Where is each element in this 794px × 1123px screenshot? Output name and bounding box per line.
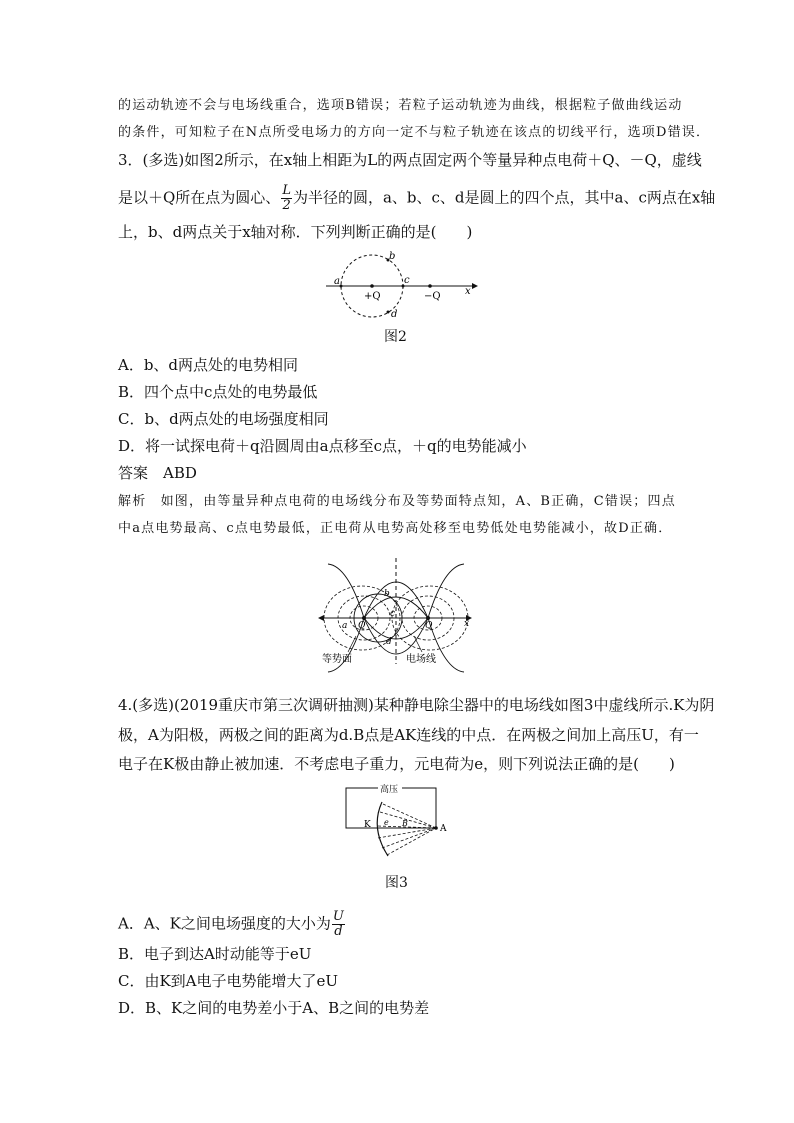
fig2-label-a: a <box>334 276 340 287</box>
fig3-label-e: e <box>384 818 389 827</box>
field-label-nq: Q <box>425 621 433 631</box>
question-4-line-3: 电子在K极由静止被加速．不考虑电子重力，元电荷为e，则下列说法正确的是( ) <box>118 755 675 773</box>
field-label-equipotential: 等势面 <box>322 654 352 665</box>
q3-option-d: D．将一试探电荷＋q沿圆周由a点移至c点，＋q的电势能减小 <box>118 437 527 455</box>
q4-option-c: C．由K到A电子电势能增大了eU <box>118 972 339 990</box>
answer-line: 答案 ABD <box>118 464 197 482</box>
text-line-1: 的运动轨迹不会与电场线重合，选项B错误；若粒子运动轨迹为曲线，根据粒子做曲线运动 <box>118 98 683 113</box>
fig2-label-nq: −Q <box>424 291 441 302</box>
text-line-2: 的条件，可知粒子在N点所受电场力的方向一定不与粒子轨迹在该点的切线平行，选项D错误． <box>118 125 711 140</box>
field-label-a: a <box>342 621 348 631</box>
q4-option-a: A．A、K之间电场强度的大小为 $\frac{U}{d}$ <box>118 909 344 939</box>
fig2-label-x: x <box>465 286 471 297</box>
fig3-label-hv: 高压 <box>380 785 399 795</box>
q4-option-b: B．电子到达A时动能等于eU <box>118 945 312 963</box>
fig3-label-k: K <box>364 820 371 830</box>
fig2-label-c: c <box>404 275 410 286</box>
q3-option-a: A．b、d两点处的电势相同 <box>118 356 299 374</box>
q3-option-c: C．b、d两点处的电场强度相同 <box>118 410 329 428</box>
question-3-line-3: 上，b、d两点关于x轴对称．下列判断正确的是( ) <box>118 223 473 241</box>
q4-option-d: D．B、K之间的电势差小于A、B之间的电势差 <box>118 999 430 1017</box>
field-label-b: b <box>384 589 390 599</box>
explanation-line-2: 中a点电势最高、c点电势最低，正电荷从电势高处移至电势低处电势能减小，故D正确． <box>118 521 673 536</box>
field-label-c: c <box>390 609 396 619</box>
fraction-u-over-d: $\frac{U}{d}$ <box>332 909 344 939</box>
fig3-label-a: A <box>440 824 447 834</box>
explanation-line-1: 解析 如图，由等量异种点电荷的电场线分布及等势面特点知，A、B正确，C错误；四点 <box>118 494 676 509</box>
fig3-label-b: B <box>402 819 408 828</box>
field-label-fieldline: 电场线 <box>406 654 436 665</box>
question-3-line-1: 3．(多选)如图2所示，在x轴上相距为L的两点固定两个等量异种点电荷＋Q、－Q，虚线 <box>118 151 702 169</box>
question-3-line-2: 是以＋Q所在点为圆心、 $\frac{L}{2}$ 为半径的圆，a、b、c、d是圆上的四个点，其中a、c两点在x轴 <box>118 183 716 213</box>
question-4-line-2: 极，A为阳极，两极之间的距离为d.B点是AK连线的中点．在两极之间加上高压U，有一 <box>118 726 699 744</box>
field-lines-figure <box>318 556 478 666</box>
fig2-label-pq: +Q <box>364 291 381 302</box>
fig2-label-b: b <box>389 251 396 262</box>
q3-option-b: B．四个点中c点处的电势最低 <box>118 383 318 401</box>
question-4-line-1: 4.(多选)(2019重庆市第三次调研抽测)某种静电除尘器中的电场线如图3中虚线所示.K为阴 <box>118 696 715 714</box>
figure-2-diagram <box>322 248 482 323</box>
field-label-x: x <box>464 619 470 629</box>
field-label-d: d <box>386 637 392 647</box>
fig2-label-d: d <box>391 309 398 320</box>
figure-2-caption: 图2 <box>384 329 407 345</box>
field-label-pq: Q <box>358 621 366 631</box>
fraction-l-over-2: $\frac{L}{2}$ <box>282 183 291 213</box>
figure-3-diagram <box>340 782 460 862</box>
figure-3-caption: 图3 <box>385 875 408 891</box>
